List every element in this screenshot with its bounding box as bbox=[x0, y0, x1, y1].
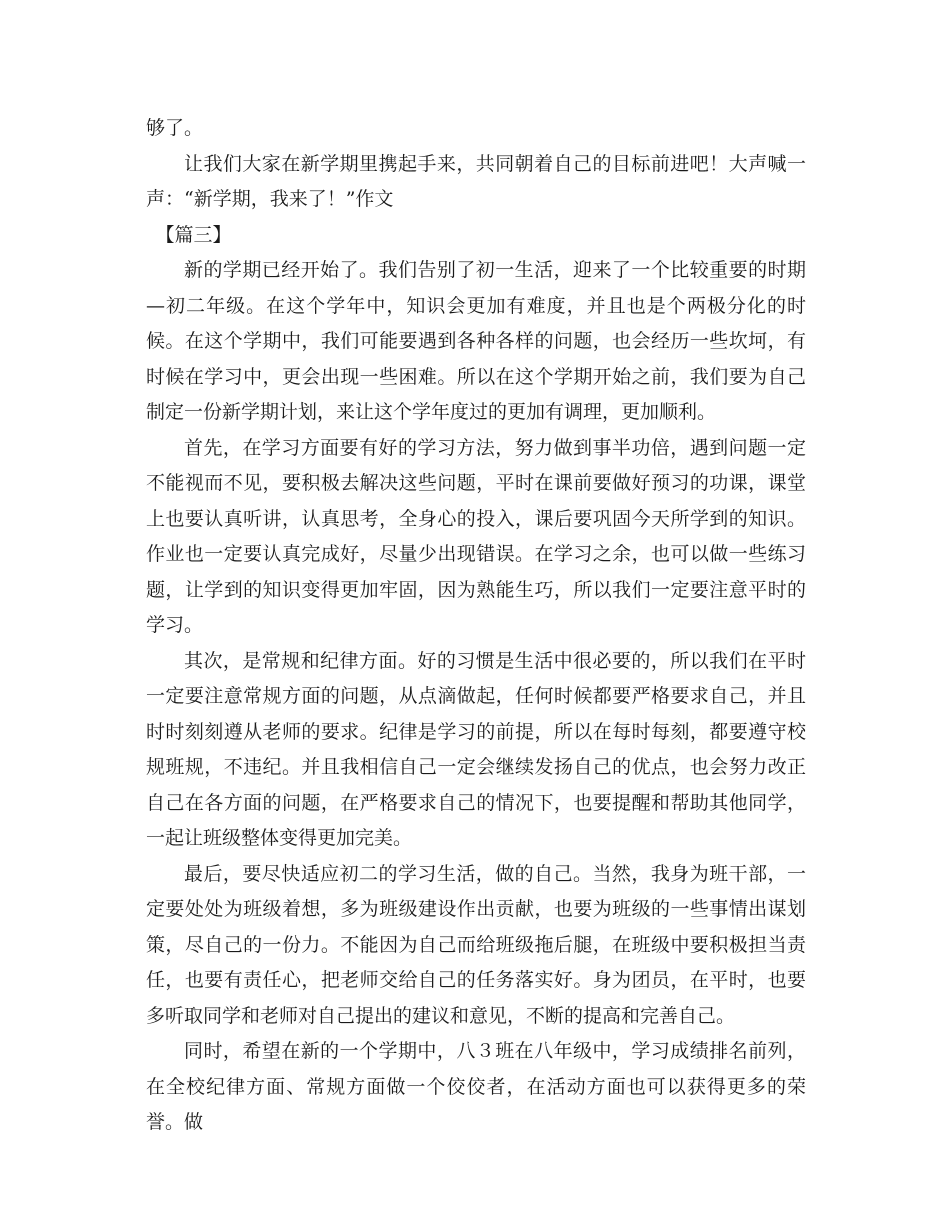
paragraph-study: 首先，在学习方面要有好的学习方法，努力做到事半功倍，遇到问题一定不能视而不见，要积极去解决这些问题，平时在课前要做好预习的功课，课堂上也要认真听讲，认真思考，全身心的投入，课后要巩固今天所学到的知识。作业也一定要认真完成好，尽量少出现错误。在学习之余，也可以做一些练习题，让学到的知识变得更加牢固，因为熟能生巧，所以我们一定要注意平时的学习。 bbox=[146, 436, 806, 636]
paragraph-intro: 新的学期已经开始了。我们告别了初一生活，迎来了一个比较重要的时期—初二年级。在这个学年中，知识会更加有难度，并且也是个两极分化的时候。在这个学期中，我们可能要遇到各种各样的问题，也会经历一些坎坷，有时候在学习中，更会出现一些困难。所以在这个学期开始之前，我们要为自己制定一份新学期计划，来让这个学年度过的更加有调理，更加顺利。 bbox=[146, 259, 806, 423]
document-body bbox=[146, 111, 806, 1141]
paragraph-closing-call: 让我们大家在新学期里携起手来，共同朝着自己的目标前进吧！大声喊一声：“新学期，我来了！”作文 bbox=[146, 152, 806, 210]
paragraph-adaptation: 最后，要尽快适应初二的学习生活，做的自己。当然，我身为班干部，一定要处处为班级着想，多为班级建设作出贡献，也要为班级的一些事情出谋划策，尽自己的一份力。不能因为自己而给班级拖后腿，在班级中要积极担当责任，也要有责任心，把老师交给自己的任务落实好。身为团员，在平时，也要多听取同学和老师对自己提出的建议和意见，不断的提高和完善自己。 bbox=[146, 862, 806, 1027]
paragraph-discipline: 其次，是常规和纪律方面。好的习惯是生活中很必要的，所以我们在平时一定要注意常规方面的问题，从点滴做起，任何时候都要严格要求自己，并且时时刻刻遵从老师的要求。纪律是学习的前提，所以在每时每刻，都要遵守校规班规，不违纪。并且我相信自己一定会继续发扬自己的优点，也会努力改正自己在各方面的问题，在严格要求自己的情况下，也要提醒和帮助其他同学，一起让班级整体变得更加完美。 bbox=[146, 649, 806, 849]
section-heading: 【篇三】 bbox=[155, 223, 232, 246]
paragraph-hopes: 同时，希望在新的一个学期中，八３班在八年级中，学习成绩排名前列，在全校纪律方面、常规方面做一个佼佼者，在活动方面也可以获得更多的荣誉。做 bbox=[146, 1040, 806, 1133]
paragraph-continuation: 够了。 bbox=[146, 117, 204, 139]
